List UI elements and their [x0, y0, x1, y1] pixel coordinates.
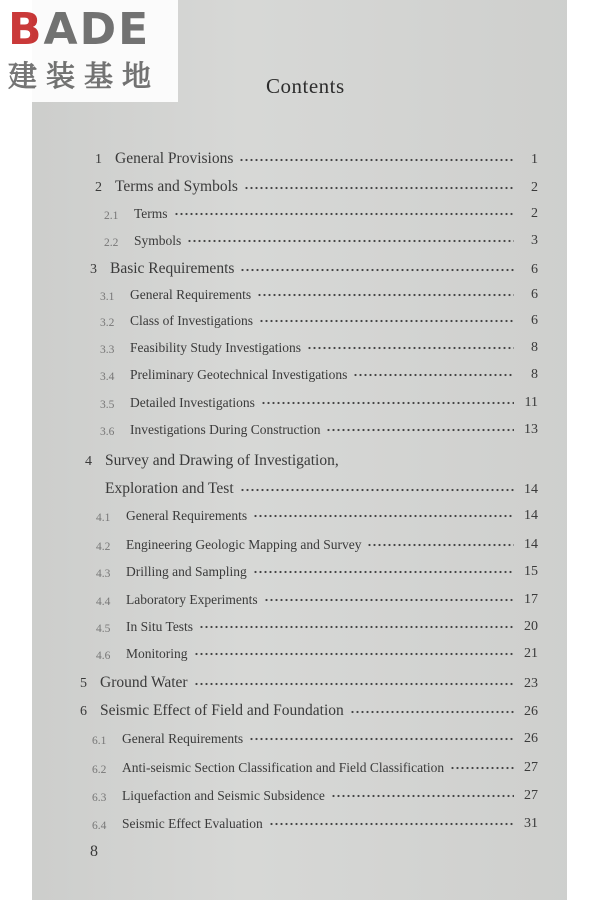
- dot-leader: [331, 793, 514, 799]
- toc-entry-number: 3.5: [100, 399, 115, 411]
- dot-leader: [269, 821, 514, 827]
- toc-entry[interactable]: [96, 564, 538, 580]
- toc-entry[interactable]: [90, 260, 538, 278]
- toc-entry[interactable]: [80, 702, 538, 720]
- dot-leader: [249, 736, 514, 742]
- toc-entry-label: General Requirements: [126, 508, 248, 523]
- toc-entry-label: Preliminary Geotechnical Investigations: [130, 367, 348, 382]
- toc-entry-page: 21: [524, 646, 538, 661]
- toc-entry[interactable]: [95, 150, 538, 168]
- toc-entry-label: Investigations During Construction: [130, 422, 321, 437]
- toc-entry-page: 26: [524, 704, 538, 719]
- toc-entry-page: 8: [531, 367, 538, 382]
- toc-entry-number: 5: [80, 676, 87, 691]
- toc-entry-number: 4.6: [96, 650, 111, 662]
- toc-entry-number: 4.2: [96, 541, 111, 553]
- logo-wordmark: [8, 6, 150, 54]
- dot-leader: [194, 681, 514, 687]
- toc-entry-label: General Requirements: [122, 731, 244, 746]
- toc-entry-label: Detailed Investigations: [130, 395, 255, 410]
- toc-entry[interactable]: [96, 508, 538, 524]
- toc-entry-number: 4: [85, 454, 92, 469]
- dot-leader: [326, 427, 514, 433]
- toc-entry[interactable]: [92, 731, 538, 747]
- toc-entry[interactable]: [92, 760, 538, 776]
- logo-subtitle: 建装基地: [8, 59, 161, 93]
- toc-entry-page: 13: [524, 422, 538, 437]
- toc-entry[interactable]: [96, 646, 538, 662]
- toc-entry-number: 4.1: [96, 512, 111, 524]
- logo-accent-letter: B: [8, 4, 44, 55]
- toc-entry-label: Seismic Effect of Field and Foundation: [100, 702, 344, 719]
- dot-leader: [194, 651, 514, 657]
- toc-entry-page: 1: [531, 152, 538, 167]
- dot-leader: [253, 569, 514, 575]
- toc-entry-number: 3.1: [100, 291, 115, 303]
- toc-entry-number: 6: [80, 704, 87, 719]
- toc-entry-number: 6.4: [92, 820, 107, 832]
- toc-entry-label: General Provisions: [115, 150, 234, 167]
- toc-entry[interactable]: [100, 367, 538, 383]
- toc-entry[interactable]: [100, 422, 538, 438]
- toc-entry-label: Anti-seismic Section Classification and Field Classification: [122, 760, 445, 775]
- dot-leader: [174, 211, 514, 217]
- dot-leader: [367, 542, 514, 548]
- toc-entry-label: Survey and Drawing of Investigation,: [105, 452, 339, 469]
- dot-leader: [353, 372, 514, 378]
- toc-entry-label: In Situ Tests: [126, 619, 194, 634]
- toc-entry[interactable]: [104, 206, 538, 222]
- toc-entry-number: 3.3: [100, 344, 115, 356]
- toc-entry-page: 26: [524, 731, 538, 746]
- toc-entry-label: Terms: [134, 206, 168, 221]
- page-title: Contents: [266, 74, 345, 98]
- dot-leader: [244, 185, 514, 191]
- toc-entry[interactable]: [85, 452, 538, 470]
- toc-entry-label: Symbols: [134, 233, 182, 248]
- toc-entry-number: 3.2: [100, 317, 115, 329]
- dot-leader: [350, 709, 514, 715]
- toc-entry[interactable]: [100, 395, 538, 411]
- toc-entry-page: 31: [524, 816, 538, 831]
- toc-entry-page: 6: [531, 313, 538, 328]
- toc-entry-number: 4.5: [96, 623, 111, 635]
- toc-entry-page: 20: [524, 619, 538, 634]
- toc-entry-label: Basic Requirements: [110, 260, 235, 277]
- dot-leader: [240, 487, 514, 493]
- toc-entry-page: 6: [531, 287, 538, 302]
- toc-entry-page: 6: [531, 262, 538, 277]
- toc-entry[interactable]: [92, 788, 538, 804]
- toc-entry-page: 14: [524, 508, 538, 523]
- toc-entry[interactable]: [100, 313, 538, 329]
- toc-entry-number: 4.3: [96, 568, 111, 580]
- dot-leader: [264, 597, 514, 603]
- toc-entry-number: 3: [90, 262, 97, 277]
- toc-entry-label: Drilling and Sampling: [126, 564, 247, 579]
- toc-entry-label: Monitoring: [126, 646, 188, 661]
- dot-leader: [253, 513, 514, 519]
- dot-leader: [240, 267, 514, 273]
- toc-entry-label: Seismic Effect Evaluation: [122, 816, 263, 831]
- toc-entry-page: 8: [531, 340, 538, 355]
- toc-entry-number: 6.1: [92, 735, 107, 747]
- toc-entry-page: 27: [524, 788, 538, 803]
- toc-entry-label: Liquefaction and Seismic Subsidence: [122, 788, 325, 803]
- watermark-logo: [0, 0, 178, 102]
- toc-entry-label: Ground Water: [100, 674, 188, 691]
- toc-entry-page: 27: [524, 760, 538, 775]
- toc-entry-number: 6.2: [92, 764, 107, 776]
- toc-entry[interactable]: [96, 619, 538, 635]
- logo-rest-letters: ADE: [43, 4, 151, 55]
- toc-entry-page: 2: [531, 180, 538, 195]
- toc-entry-number: 3.4: [100, 371, 115, 383]
- toc-entry-number: 2.1: [104, 210, 119, 222]
- dot-leader: [450, 765, 514, 771]
- toc-entry-number: 2.2: [104, 237, 119, 249]
- toc-entry[interactable]: [85, 480, 538, 498]
- toc-entry-page: 2: [531, 206, 538, 221]
- toc-entry[interactable]: [92, 816, 538, 832]
- toc-entry-page: 15: [524, 564, 538, 579]
- dot-leader: [187, 238, 514, 244]
- toc-entry-page: 11: [524, 395, 538, 410]
- toc-entry-number: 3.6: [100, 426, 115, 438]
- toc-entry-label: Engineering Geologic Mapping and Survey: [126, 537, 362, 552]
- toc-entry-number: 6.3: [92, 792, 107, 804]
- toc-entry[interactable]: [80, 674, 538, 692]
- toc-entry-page: 14: [524, 537, 538, 552]
- dot-leader: [261, 400, 514, 406]
- toc-entry-number: 4.4: [96, 596, 111, 608]
- toc-entry-page: 23: [524, 676, 538, 691]
- toc-entry-page: 14: [524, 482, 538, 497]
- toc-entry-label: Feasibility Study Investigations: [130, 340, 301, 355]
- toc-entry[interactable]: [100, 287, 538, 303]
- toc-entry[interactable]: [96, 592, 538, 608]
- toc-entry-page: 3: [531, 233, 538, 248]
- toc-entry-number: 2: [95, 180, 102, 195]
- page-number: 8: [90, 843, 98, 860]
- toc-entry-label: Exploration and Test: [105, 480, 234, 497]
- toc-entry[interactable]: [100, 340, 538, 356]
- toc-entry[interactable]: [96, 537, 538, 553]
- toc-entry[interactable]: [95, 178, 538, 196]
- dot-leader: [239, 157, 514, 163]
- toc-entry[interactable]: [104, 233, 538, 249]
- dot-leader: [257, 292, 514, 298]
- toc-entry-label: General Requirements: [130, 287, 252, 302]
- toc-entry-page: 17: [524, 592, 538, 607]
- toc-entry-label: Class of Investigations: [130, 313, 253, 328]
- dot-leader: [199, 624, 514, 630]
- toc-entry-number: 1: [95, 152, 102, 167]
- toc-entry-label: Terms and Symbols: [115, 178, 238, 195]
- dot-leader: [259, 318, 514, 324]
- toc-entry-label: Laboratory Experiments: [126, 592, 258, 607]
- dot-leader: [307, 345, 514, 351]
